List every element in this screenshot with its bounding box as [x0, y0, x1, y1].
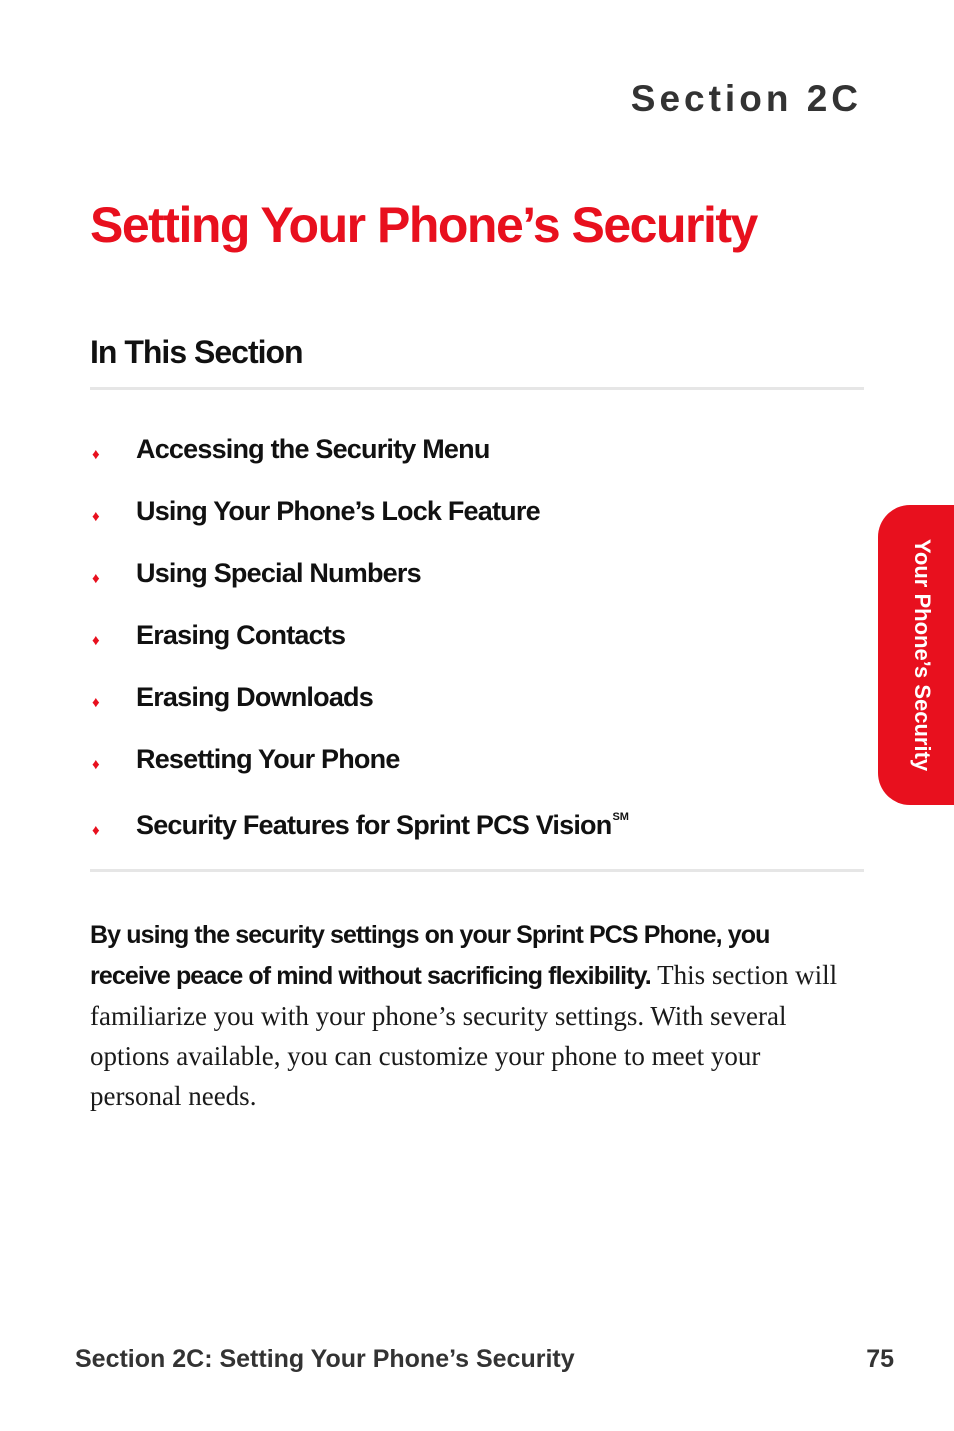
page-title: Setting Your Phone’s Security [90, 197, 757, 253]
list-item-label: Erasing Downloads [136, 681, 373, 712]
list-item-label: Using Your Phone’s Lock Feature [136, 495, 540, 526]
diamond-bullet-icon: ♦ [92, 693, 100, 711]
in-this-section-heading: In This Section [90, 334, 303, 370]
list-item [90, 794, 629, 856]
list-item [90, 542, 629, 604]
intro-lead: By using the security settings on your Sprint PCS Phone, you receive peace of mind without sacrificing flexibility. [90, 921, 770, 990]
section-contents-list [90, 418, 629, 856]
list-item [90, 418, 629, 480]
list-item-label: Using Special Numbers [136, 557, 421, 588]
list-item-label: Accessing the Security Menu [136, 433, 490, 464]
page-number: 75 [866, 1345, 894, 1373]
list-item [90, 604, 629, 666]
list-item-text: Security Features for Sprint PCS Vision [136, 809, 612, 840]
list-item [90, 480, 629, 542]
diamond-bullet-icon: ♦ [92, 507, 100, 525]
list-item-label: Erasing Contacts [136, 619, 346, 650]
diamond-bullet-icon: ♦ [92, 569, 100, 587]
service-mark-superscript: SM [612, 810, 629, 823]
section-label: Section 2C [630, 78, 862, 119]
list-item-label: Resetting Your Phone [136, 743, 400, 774]
list-item [90, 666, 629, 728]
diamond-bullet-icon: ♦ [92, 755, 100, 773]
side-tab-label: Your Phone’s Security [910, 538, 935, 772]
diamond-bullet-icon: ♦ [92, 631, 100, 649]
list-item-label [136, 810, 629, 841]
bottom-divider [90, 869, 864, 872]
intro-paragraph [90, 914, 850, 1116]
footer-title: Section 2C: Setting Your Phone’s Security [75, 1345, 575, 1373]
intro-body: This section will familiarize you with your phone’s security settings. With several options available, you can customize your phone to meet your personal needs. [90, 960, 838, 1111]
diamond-bullet-icon: ♦ [92, 821, 100, 839]
diamond-bullet-icon: ♦ [92, 445, 100, 463]
top-divider [90, 387, 864, 390]
list-item [90, 728, 629, 790]
